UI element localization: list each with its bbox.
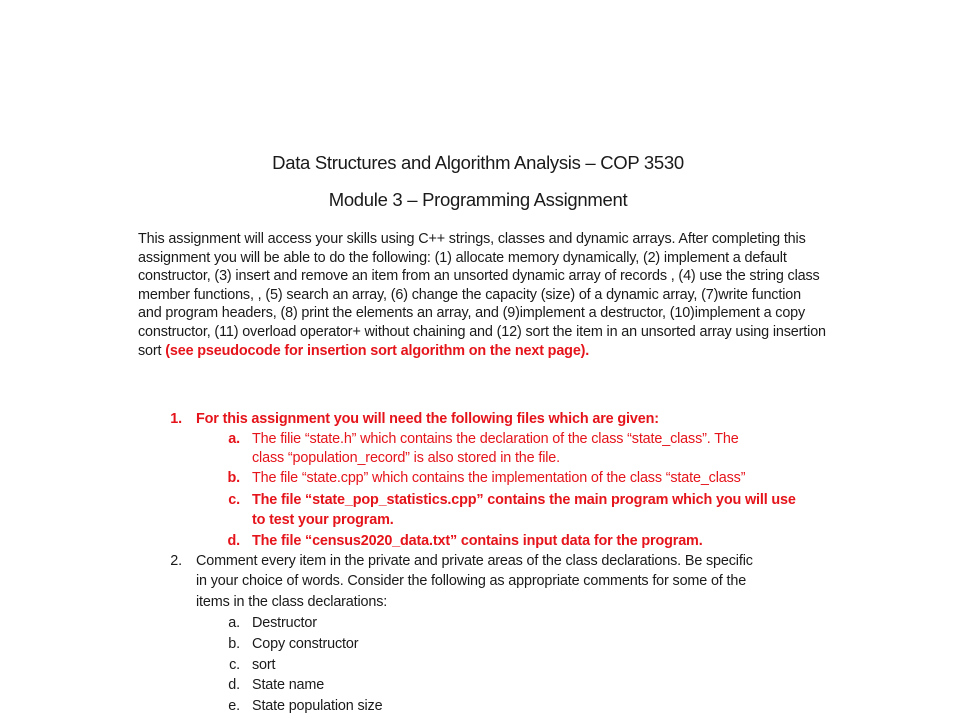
sub-item-text: Destructor	[252, 615, 317, 631]
intro-text: This assignment will access your skills using C++ strings, classes and dynamic arrays. After completing this assignment you will be able to do the following: (1) allocate memory dynamically, (2) implement a default constructor, (3) insert and remove an item from an unsorted dynamic array of records , (4) use the string class member functions, , (5) search an array, (6) change the capacity (size) of a dynamic array, (7)write function and program headers, (8) print the elements an array, and (9)implement a destructor, (10)implement a copy constructor, (11) overload operator+ without chaining and (12) sort the item in an unsorted array using insertion sort	[138, 231, 826, 359]
sub-letter: b.	[228, 636, 240, 652]
sub-item-text: class “population_record” is also stored in the file.	[252, 450, 561, 466]
sub-letter: d.	[228, 677, 240, 693]
list-number: 2.	[170, 553, 182, 569]
intro-red-note: (see pseudocode for insertion sort algorithm on the next page).	[161, 342, 590, 359]
sub-item-text: The filie “state.h” which contains the declaration of the class “state_class”. The	[252, 431, 739, 447]
sub-item-text: sort	[252, 657, 276, 673]
sub-letter: c.	[229, 657, 240, 673]
document-subtitle: Module 3 – Programming Assignment	[328, 189, 628, 210]
list-item-text: Comment every item in the private and private areas of the class declarations. Be specific	[196, 553, 753, 569]
sub-item-text: to test your program.	[252, 512, 394, 528]
sub-item-text: The file “census2020_data.txt” contains input data for the program.	[252, 533, 703, 549]
sub-letter: d.	[227, 533, 240, 549]
list-number: 1.	[170, 411, 182, 427]
sub-letter: c.	[228, 492, 240, 508]
sub-item-text: Copy constructor	[252, 636, 359, 652]
sub-item-text: The file “state.cpp” which contains the implementation of the class “state_class”	[252, 470, 746, 486]
sub-item-text: State population size	[252, 698, 383, 714]
sub-letter: a.	[228, 431, 240, 447]
sub-letter: b.	[227, 470, 240, 486]
sub-item-text: The file “state_pop_statistics.cpp” contains the main program which you will use	[252, 492, 796, 508]
list-item-text: For this assignment you will need the following files which are given:	[196, 411, 659, 427]
sub-letter: a.	[228, 615, 240, 631]
intro-paragraph	[138, 230, 828, 360]
sub-item-text: State name	[252, 677, 325, 693]
document-title: Data Structures and Algorithm Analysis – COP 3530	[272, 152, 684, 173]
list-item-text: in your choice of words. Consider the following as appropriate comments for some of the	[196, 573, 747, 589]
sub-letter: e.	[228, 698, 240, 714]
list-item-text: items in the class declarations:	[196, 594, 388, 610]
